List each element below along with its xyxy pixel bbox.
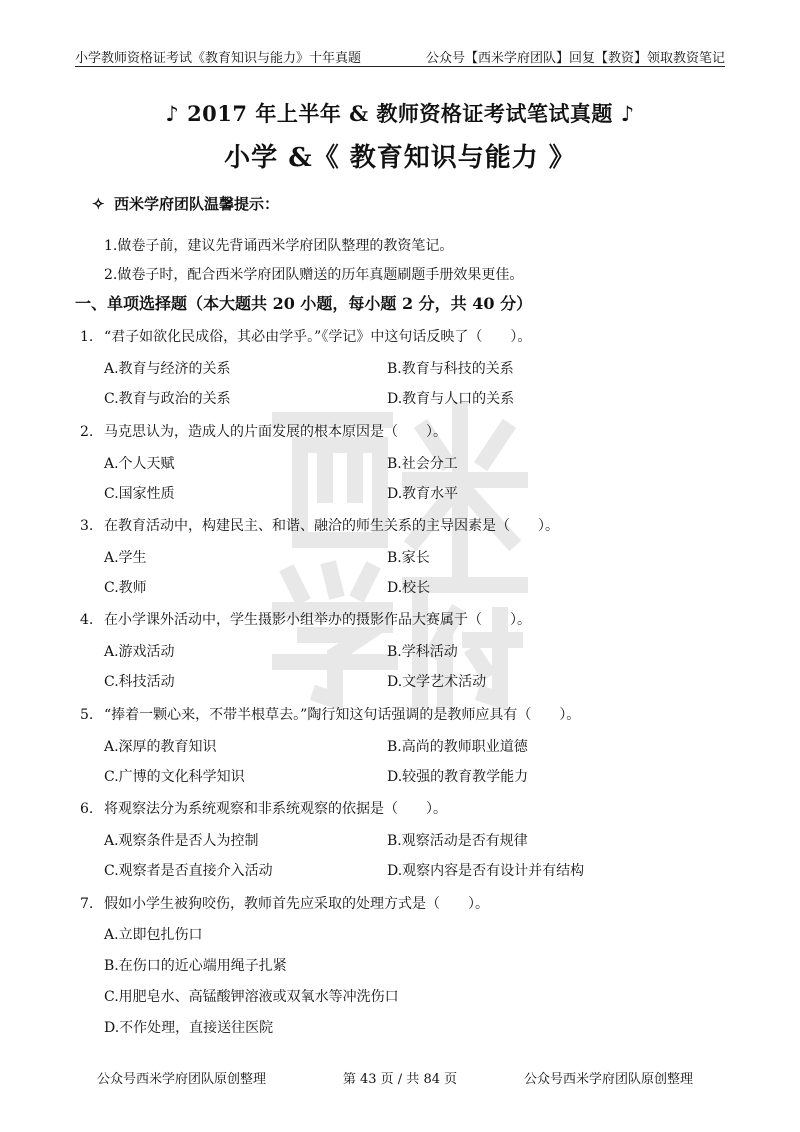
question-2 bbox=[80, 421, 447, 441]
option-d: D.不作处理，直接送往医院 bbox=[104, 1020, 274, 1036]
option-a: A.教育与经济的关系 bbox=[104, 361, 231, 377]
option-c: C.广博的文化科学知识 bbox=[104, 769, 245, 785]
option-b: B.在伤口的近心端用绳子扎紧 bbox=[104, 958, 287, 974]
tips-heading bbox=[92, 193, 279, 214]
question-text: “捧着一颗心来，不带半根草去。”陶行知这句话强调的是教师应具有（ ）。 bbox=[104, 707, 581, 723]
option-a: A.学生 bbox=[104, 550, 147, 566]
question-text: 假如小学生被狗咬伤，教师首先应采取的处理方式是（ ）。 bbox=[104, 896, 489, 912]
question-3 bbox=[80, 515, 559, 535]
option-b: B.社会分工 bbox=[387, 456, 458, 472]
question-text: 在教育活动中，构建民主、和谐、融洽的师生关系的主导因素是（ ）。 bbox=[104, 518, 559, 534]
exam-title: ♪ 2017 年上半年 & 教师资格证考试笔试真题 ♪ bbox=[165, 101, 635, 126]
header-right-text: 公众号【西米学府团队】回复【教资】领取教资笔记 bbox=[425, 51, 725, 66]
question-text: 在小学课外活动中，学生摄影小组举办的摄影作品大赛属于（ ）。 bbox=[104, 612, 531, 628]
header-divider bbox=[75, 66, 725, 67]
question-number: 1. bbox=[80, 329, 94, 345]
option-d: D.观察内容是否有设计并有结构 bbox=[387, 863, 585, 879]
tips-heading-text: 西米学府团队温馨提示： bbox=[114, 195, 280, 213]
question-4 bbox=[80, 609, 531, 629]
page-number: 第 43 页 / 共 84 页 bbox=[342, 1072, 458, 1087]
question-number: 2. bbox=[80, 424, 94, 440]
question-5 bbox=[80, 704, 580, 724]
option-a: A.立即包扎伤口 bbox=[104, 927, 203, 943]
question-number: 3. bbox=[80, 518, 94, 534]
option-a: A.个人天赋 bbox=[104, 456, 175, 472]
question-number: 7. bbox=[80, 896, 94, 912]
question-number: 5. bbox=[80, 707, 94, 723]
option-c: C.国家性质 bbox=[104, 486, 175, 502]
option-a: A.游戏活动 bbox=[104, 644, 175, 660]
option-c: C.用肥皂水、高锰酸钾溶液或双氧水等冲洗伤口 bbox=[104, 989, 399, 1005]
question-text: “君子如欲化民成俗，其必由学乎。”《学记》中这句话反映了（ ）。 bbox=[104, 329, 532, 345]
option-b: B.家长 bbox=[387, 550, 430, 566]
option-a: A.深厚的教育知识 bbox=[104, 739, 217, 755]
question-7 bbox=[80, 893, 489, 913]
exam-subtitle: 小学 &《 教育知识与能力 》 bbox=[224, 143, 576, 173]
option-c: C.教师 bbox=[104, 580, 147, 596]
option-c: C.观察者是否直接介入活动 bbox=[104, 863, 273, 879]
question-text: 马克思认为，造成人的片面发展的根本原因是（ ）。 bbox=[104, 424, 447, 440]
question-number: 4. bbox=[80, 612, 94, 628]
option-d: D.教育与人口的关系 bbox=[387, 391, 515, 407]
option-b: B.观察活动是否有规律 bbox=[387, 833, 528, 849]
option-c: C.科技活动 bbox=[104, 674, 175, 690]
option-b: B.教育与科技的关系 bbox=[387, 361, 514, 377]
question-text: 将观察法分为系统观察和非系统观察的依据是（ ）。 bbox=[104, 801, 447, 817]
question-number: 6. bbox=[80, 801, 94, 817]
option-c: C.教育与政治的关系 bbox=[104, 391, 231, 407]
option-a: A.观察条件是否人为控制 bbox=[104, 833, 259, 849]
section-title: 一、单项选择题（本大题共 20 小题，每小题 2 分，共 40 分） bbox=[75, 294, 533, 313]
sparkle-icon: ✧ bbox=[92, 195, 105, 213]
page-header bbox=[75, 44, 725, 66]
option-d: D.教育水平 bbox=[387, 486, 459, 502]
header-left-text: 小学教师资格证考试《教育知识与能力》十年真题 bbox=[75, 51, 362, 66]
option-d: D.校长 bbox=[387, 580, 431, 596]
question-1 bbox=[80, 326, 531, 346]
footer-right-text: 公众号西米学府团队原创整理 bbox=[524, 1072, 694, 1087]
option-d: D.较强的教育教学能力 bbox=[387, 769, 529, 785]
option-b: B.高尚的教师职业道德 bbox=[387, 739, 528, 755]
footer-left-text: 公众号西米学府团队原创整理 bbox=[97, 1072, 267, 1087]
option-b: B.学科活动 bbox=[387, 644, 458, 660]
option-d: D.文学艺术活动 bbox=[387, 674, 487, 690]
tip-item: 1.做卷子前，建议先背诵西米学府团队整理的教资笔记。 bbox=[104, 238, 454, 254]
tip-item: 2.做卷子时，配合西米学府团队赠送的历年真题刷题手册效果更佳。 bbox=[104, 267, 524, 283]
question-6 bbox=[80, 798, 447, 818]
